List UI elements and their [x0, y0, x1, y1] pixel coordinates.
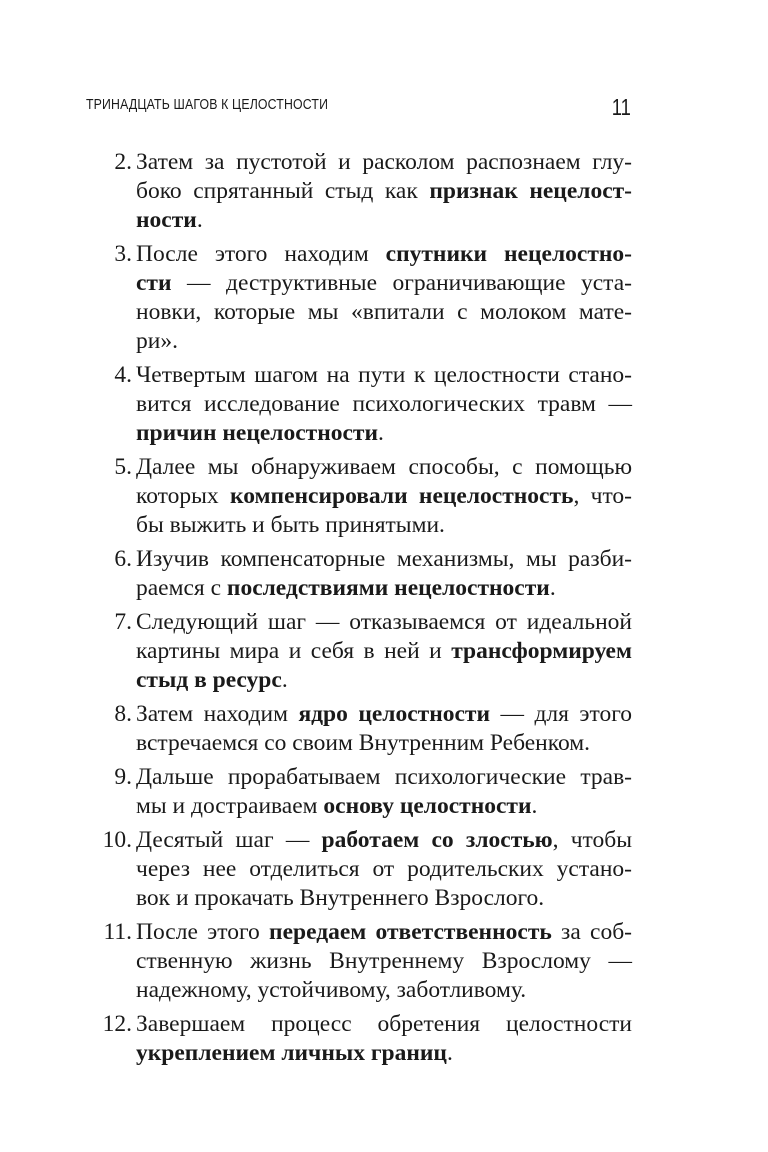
text-segment: встречаемся со своим Внутренним Ребенком. [136, 730, 591, 756]
bold-term: причин нецелостности [136, 420, 379, 446]
text-segment: новки, которые мы «впитали с молоком мате- [136, 299, 632, 325]
bold-term: трансформируем [451, 638, 632, 664]
text-line [136, 637, 632, 666]
list-item [90, 763, 632, 821]
text-line [136, 148, 632, 177]
text-segment: мы и достраиваем [136, 793, 324, 819]
text-segment: Изучив компенсаторные механизмы, мы разби- [136, 546, 632, 572]
item-number: 9. [114, 764, 132, 790]
list-item [90, 608, 632, 695]
text-segment: вок и прокачать Внутреннего Взрослого. [136, 885, 545, 911]
bold-term: передаем ответственность [269, 919, 552, 945]
bold-term: последствиями нецелостности [226, 575, 550, 601]
text-segment: Дальше прорабатываем психологические трав- [136, 764, 632, 790]
text-segment: , что- [573, 483, 633, 509]
text-segment: . [549, 575, 556, 601]
text-segment: надежному, устойчивому, заботливому. [136, 977, 527, 1003]
text-line [136, 511, 632, 540]
list-item [90, 918, 632, 1005]
text-segment: После этого [136, 919, 270, 945]
text-segment: боко спрятанный стыд как [136, 178, 430, 204]
bold-term: сти [136, 270, 172, 296]
text-segment: , чтобы [552, 827, 632, 853]
item-number: 5. [114, 454, 132, 480]
text-line [136, 482, 632, 511]
text-line [136, 545, 632, 574]
list-item [90, 700, 632, 758]
text-segment: картины мира и себя в ней и [136, 638, 452, 664]
list-item [90, 826, 632, 913]
list-item [90, 148, 632, 235]
bold-term: компенсировали нецелостность [229, 483, 574, 509]
text-segment: — деструктивные ограничивающие уста- [171, 270, 632, 296]
text-segment: . [281, 667, 288, 693]
list-item [90, 361, 632, 448]
text-line [136, 947, 632, 976]
item-number: 4. [114, 362, 132, 388]
text-segment: Далее мы обнаруживаем способы, с помощью [136, 454, 632, 480]
item-number: 3. [114, 241, 132, 267]
item-number: 8. [114, 701, 132, 727]
bold-term: основу целостности [323, 793, 532, 819]
text-line [136, 763, 632, 792]
text-line [136, 976, 632, 1005]
text-segment: бы выжить и быть принятыми. [136, 512, 445, 538]
text-line [136, 390, 632, 419]
text-line [136, 700, 632, 729]
text-segment: Завершаем процесс обретения целостности [136, 1011, 632, 1037]
text-segment: ри». [136, 328, 178, 354]
list-item [90, 545, 632, 603]
text-segment: . [446, 1040, 453, 1066]
text-segment: за соб- [551, 919, 632, 945]
bold-term: ядро целостности [298, 701, 491, 727]
text-segment: После этого находим [136, 241, 386, 267]
text-line [136, 419, 632, 448]
bold-term: стыд в ресурс [136, 667, 282, 693]
bold-term: укреплением личных границ [136, 1040, 447, 1066]
text-line [136, 269, 632, 298]
text-line [136, 574, 632, 603]
text-line [136, 1039, 632, 1068]
text-line [136, 729, 632, 758]
text-segment: Десятый шаг — [136, 827, 322, 853]
text-line [136, 206, 632, 235]
text-line [136, 918, 632, 947]
item-number: 2. [114, 149, 132, 175]
text-segment: . [196, 207, 203, 233]
text-line [136, 884, 632, 913]
text-line [136, 666, 632, 695]
text-segment: Затем за пустотой и расколом распознаем глу- [136, 149, 632, 175]
list-item [90, 240, 632, 356]
item-number: 10. [102, 827, 132, 853]
running-title: ТРИНАДЦАТЬ ШАГОВ К ЦЕЛОСТНОСТИ [86, 96, 329, 113]
item-number: 12. [102, 1011, 132, 1037]
text-segment: Затем находим [136, 701, 299, 727]
text-segment: вится исследование психологических травм — [136, 391, 632, 417]
text-segment: Четвертым шагом на пути к целостности стано- [136, 362, 632, 388]
list-item [90, 453, 632, 540]
text-segment: раемся с [136, 575, 227, 601]
bold-term: признак нецелост- [429, 178, 632, 204]
item-number: 6. [114, 546, 132, 572]
list-item [90, 1010, 632, 1068]
text-line [136, 826, 632, 855]
bold-term: работаем со злостью [321, 827, 553, 853]
text-line [136, 361, 632, 390]
text-segment: которых [136, 483, 230, 509]
text-line [136, 177, 632, 206]
item-number: 7. [114, 609, 132, 635]
text-segment: . [531, 793, 538, 819]
text-line [136, 240, 632, 269]
text-line [136, 298, 632, 327]
text-segment: . [378, 420, 384, 446]
bold-term: ности [136, 207, 197, 233]
text-line [136, 792, 632, 821]
text-line [136, 327, 632, 356]
item-number: 11. [103, 919, 132, 945]
bold-term: спутники нецелостно- [385, 241, 632, 267]
text-segment: — для этого [490, 701, 632, 727]
text-segment: ственную жизнь Внутреннему Взрослому — [136, 948, 632, 974]
page-number: 11 [611, 94, 631, 120]
text-line [136, 453, 632, 482]
text-line [136, 1010, 632, 1039]
numbered-step-list [90, 148, 632, 1073]
text-line [136, 608, 632, 637]
text-line [136, 855, 632, 884]
text-segment: Следующий шаг — отказываемся от идеальной [136, 609, 632, 635]
text-segment: через нее отделиться от родительских устано- [136, 856, 632, 882]
